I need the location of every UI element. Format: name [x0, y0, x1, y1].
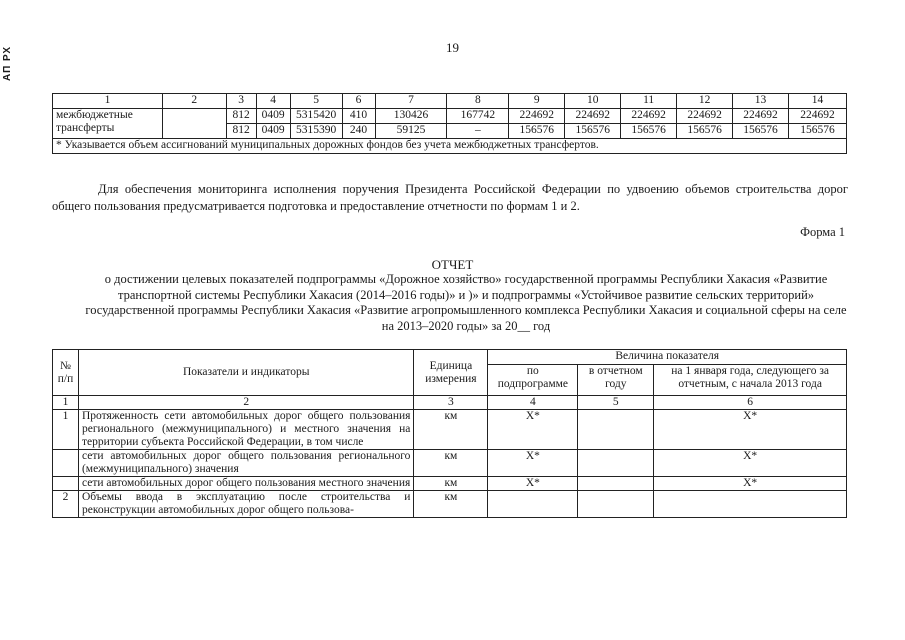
table-cell: 4 — [488, 396, 578, 410]
row-no: 2 — [53, 491, 79, 518]
table-cell: 2 — [78, 396, 413, 410]
table-cell: 130426 — [375, 109, 447, 124]
header-cell: 1 — [53, 94, 163, 109]
row-label: межбюджетные трансферты — [53, 109, 163, 139]
row-report-year — [578, 491, 654, 518]
table-cell: 0409 — [256, 124, 290, 139]
row-text: Объемы ввода в эксплуатацию после строительства и реконструкции автомобильных дорог общего пользова- — [78, 491, 413, 518]
table-cell: 224692 — [565, 109, 621, 124]
row-by-program: X* — [488, 450, 578, 477]
table-cell: 167742 — [447, 109, 509, 124]
header-cell: 13 — [733, 94, 789, 109]
header-cell: 14 — [788, 94, 846, 109]
header-as-of: на 1 января года, следующего за отчетным, с начала 2013 года — [654, 365, 847, 396]
table-footnote: * Указывается объем ассигнований муниципальных дорожных фондов без учета межбюджетных трансфертов. — [53, 139, 847, 154]
row-as-of: X* — [654, 410, 847, 450]
row-as-of: X* — [654, 450, 847, 477]
header-cell: 12 — [677, 94, 733, 109]
row-report-year — [578, 450, 654, 477]
budget-table — [52, 93, 847, 154]
header-cell: 3 — [226, 94, 256, 109]
row-unit: км — [414, 491, 488, 518]
table-cell: 156576 — [509, 124, 565, 139]
report-subtitle: о достижении целевых показателей подпрограммы «Дорожное хозяйство» государственной программы Республики Хакасия «Развитие транспортной системы Республики Хакасия (2014–2016 годы)» и )» и подпрограммы «Устойчивое развитие сельских территорий» государственной программы Республики Хакасия «Развитие агропромышленного комплекса Республики Хакасия и социальной сферы на селе на 2013–2020 годы» за 20__ год — [85, 272, 847, 333]
row-text: сети автомобильных дорог общего пользования местного значения — [78, 477, 413, 491]
empty-cell — [162, 109, 226, 139]
table-cell: 156576 — [621, 124, 677, 139]
row-no — [53, 477, 79, 491]
header-report-year: в отчетном году — [578, 365, 654, 396]
table-number-row — [53, 396, 847, 410]
side-mark: АП РХ — [2, 45, 13, 81]
table-row — [53, 477, 847, 491]
table-row — [53, 410, 847, 450]
table-header-row — [53, 350, 847, 365]
table-cell: 224692 — [677, 109, 733, 124]
header-cell: 10 — [565, 94, 621, 109]
report-title: ОТЧЕТ — [431, 257, 474, 272]
row-report-year — [578, 477, 654, 491]
table-row — [53, 450, 847, 477]
header-cell: 2 — [162, 94, 226, 109]
row-report-year — [578, 410, 654, 450]
table-cell: 5315420 — [290, 109, 342, 124]
table-cell: 410 — [342, 109, 375, 124]
header-cell: 9 — [509, 94, 565, 109]
indicators-table — [52, 349, 847, 518]
row-no: 1 — [53, 410, 79, 450]
table-row — [53, 491, 847, 518]
table-cell: 812 — [226, 124, 256, 139]
table-cell: 1 — [53, 396, 79, 410]
table-cell: 0409 — [256, 109, 290, 124]
monitoring-paragraph: Для обеспечения мониторинга исполнения поручения Президента Российской Федерации по удвоению объемов строительства дорог общего пользования предусматривается подготовка и предоставление отчетности по формам 1 и 2. — [52, 182, 848, 213]
row-by-program: X* — [488, 477, 578, 491]
table-cell: 156576 — [677, 124, 733, 139]
table-cell: 156576 — [733, 124, 789, 139]
table-footnote-row — [53, 139, 847, 154]
table-row — [53, 109, 847, 124]
row-unit: км — [414, 477, 488, 491]
table-cell: 59125 — [375, 124, 447, 139]
table-cell: 224692 — [733, 109, 789, 124]
form-label: Форма 1 — [800, 225, 845, 239]
table-cell: 224692 — [621, 109, 677, 124]
header-cell: 7 — [375, 94, 447, 109]
row-unit: км — [414, 450, 488, 477]
header-cell: 4 — [256, 94, 290, 109]
table-cell: 812 — [226, 109, 256, 124]
table-cell: 224692 — [788, 109, 846, 124]
header-by-program: по подпрограмме — [488, 365, 578, 396]
table-cell: 6 — [654, 396, 847, 410]
table-cell: 224692 — [509, 109, 565, 124]
header-cell: 5 — [290, 94, 342, 109]
header-unit: Единица измерения — [414, 350, 488, 396]
row-by-program: X* — [488, 410, 578, 450]
table-cell: 5315390 — [290, 124, 342, 139]
table-cell: 3 — [414, 396, 488, 410]
table-cell: 5 — [578, 396, 654, 410]
table-cell: 156576 — [565, 124, 621, 139]
row-text: Протяженность сети автомобильных дорог общего пользования регионального (межмуниципального) и местного значения на территории субъекта Российской Федерации, в том числе — [78, 410, 413, 450]
header-no: № п/п — [53, 350, 79, 396]
page-number: 19 — [446, 40, 459, 55]
row-text: сети автомобильных дорог общего пользования регионального (межмуниципального) значения — [78, 450, 413, 477]
row-by-program — [488, 491, 578, 518]
header-indicators: Показатели и индикаторы — [78, 350, 413, 396]
header-cell: 6 — [342, 94, 375, 109]
table-cell: – — [447, 124, 509, 139]
table-cell: 240 — [342, 124, 375, 139]
header-cell: 8 — [447, 94, 509, 109]
header-cell: 11 — [621, 94, 677, 109]
row-no — [53, 450, 79, 477]
header-value: Величина показателя — [488, 350, 847, 365]
row-as-of: X* — [654, 477, 847, 491]
table-header-row — [53, 94, 847, 109]
row-as-of — [654, 491, 847, 518]
table-cell: 156576 — [788, 124, 846, 139]
row-unit: км — [414, 410, 488, 450]
